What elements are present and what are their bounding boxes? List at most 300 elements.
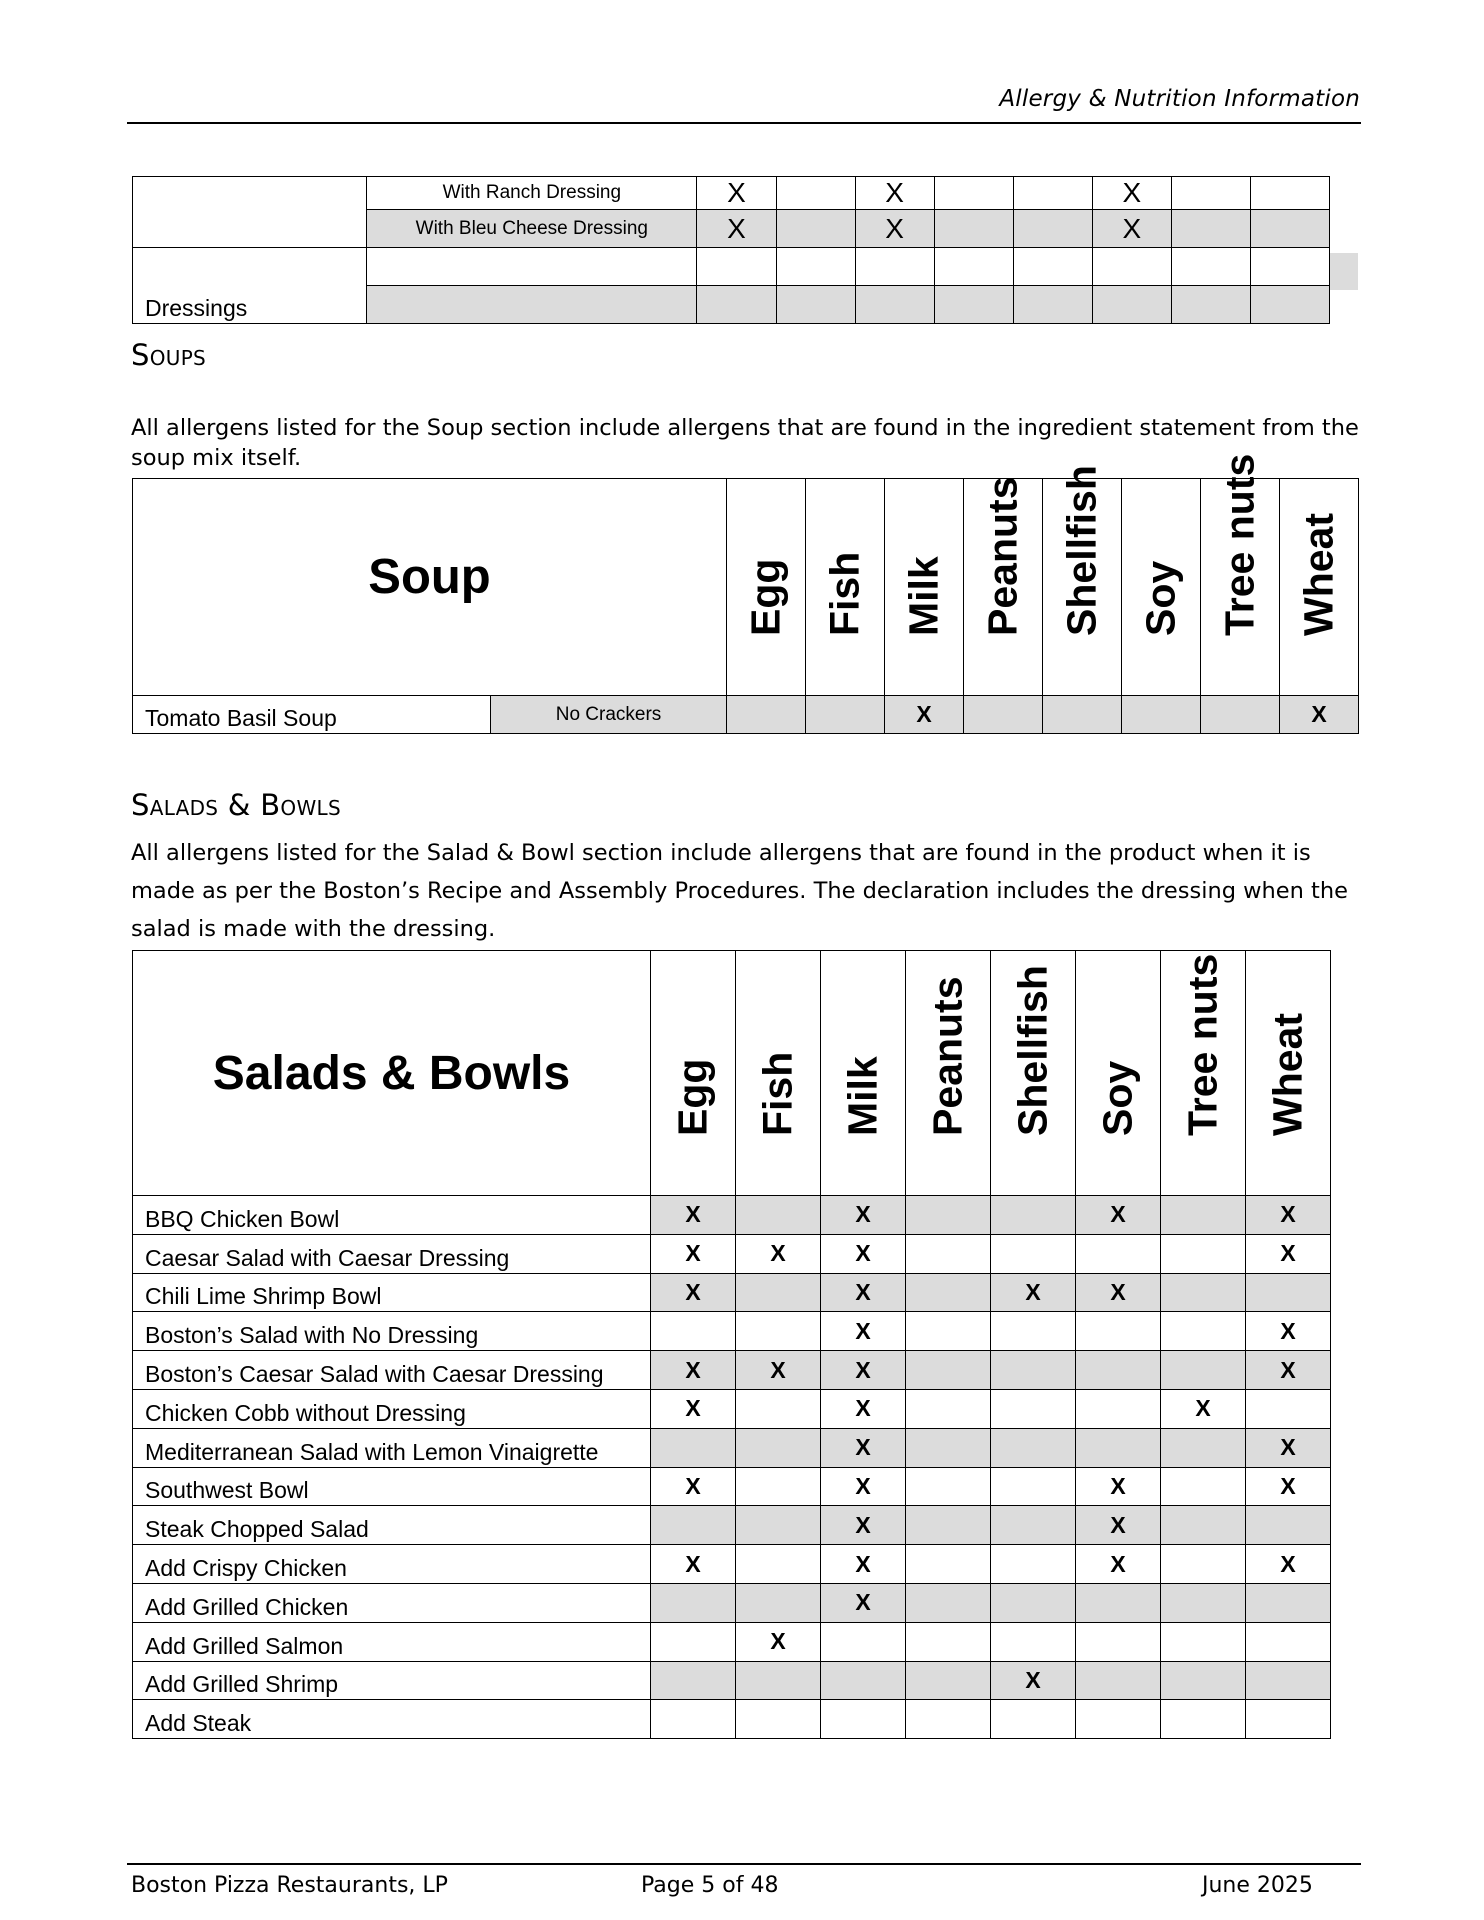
salad-row <box>133 1622 1331 1661</box>
allergen-mark-cell <box>934 248 1013 286</box>
allergen-mark-cell <box>821 1700 906 1739</box>
allergen-header-soy <box>1076 951 1161 1196</box>
allergen-mark-cell <box>934 177 1013 210</box>
allergen-mark-cell <box>1246 1506 1331 1545</box>
allergen-mark-cell <box>1076 1351 1161 1390</box>
allergen-mark-cell <box>821 1196 906 1235</box>
salad-name-cell <box>133 1506 651 1545</box>
allergen-mark-cell <box>1171 210 1250 248</box>
allergen-mark-cell <box>1043 696 1122 734</box>
allergen-mark-cell <box>697 177 776 210</box>
allergen-mark-cell <box>1246 1273 1331 1312</box>
allergen-mark-cell <box>1250 286 1329 324</box>
salad-name-cell <box>133 1583 651 1622</box>
salad-row <box>133 1351 1331 1390</box>
allergen-mark-cell <box>1161 1196 1246 1235</box>
salad-name-cell <box>133 1234 651 1273</box>
allergen-mark-cell <box>1201 696 1280 734</box>
soup-variant: No Crackers <box>555 703 662 725</box>
salad-row <box>133 1312 1331 1351</box>
allergen-mark-cell <box>991 1700 1076 1739</box>
allergen-mark-cell <box>906 1506 991 1545</box>
allergen-mark-cell <box>964 696 1043 734</box>
allergen-mark: X <box>685 1278 701 1305</box>
allergen-mark-cell <box>906 1583 991 1622</box>
allergen-mark-cell <box>1076 1196 1161 1235</box>
allergen-mark-cell <box>736 1700 821 1739</box>
allergen-mark-cell <box>906 1700 991 1739</box>
allergen-mark-cell <box>821 1467 906 1506</box>
allergen-mark: X <box>685 1240 701 1267</box>
allergen-mark-cell <box>651 1273 736 1312</box>
dressing-variant-cell <box>367 210 697 248</box>
allergen-mark-cell <box>1161 1234 1246 1273</box>
allergen-mark: X <box>855 1317 871 1344</box>
allergen-mark-cell <box>736 1622 821 1661</box>
allergen-mark-cell <box>651 1351 736 1390</box>
soup-table-title: Soup <box>133 479 727 696</box>
allergen-mark-cell <box>736 1506 821 1545</box>
allergen-header-label: Egg <box>742 558 789 636</box>
allergen-header-label: Tree nuts <box>1216 453 1263 636</box>
allergen-mark-cell <box>821 1389 906 1428</box>
allergen-mark-cell <box>1246 1196 1331 1235</box>
salad-name-cell <box>133 1273 651 1312</box>
soup-name: Tomato Basil Soup <box>145 705 337 731</box>
salad-row <box>133 1700 1331 1739</box>
allergen-mark: X <box>770 1356 786 1383</box>
allergen-mark-cell <box>885 696 964 734</box>
allergen-mark: X <box>855 1240 871 1267</box>
allergen-header-milk <box>885 479 964 696</box>
allergen-mark: X <box>1110 1472 1126 1499</box>
allergen-mark-cell <box>1246 1467 1331 1506</box>
allergen-mark: X <box>1280 1240 1296 1267</box>
allergen-mark-cell <box>821 1428 906 1467</box>
salad-name-cell <box>133 1622 651 1661</box>
allergen-mark-cell <box>855 210 934 248</box>
salad-name-cell <box>133 1467 651 1506</box>
salad-name: Chicken Cobb without Dressing <box>145 1399 466 1426</box>
allergen-mark-cell <box>991 1467 1076 1506</box>
allergen-mark-cell <box>1246 1351 1331 1390</box>
allergen-mark-cell <box>821 1545 906 1584</box>
allergen-mark: X <box>685 1201 701 1228</box>
allergen-header-label: Wheat <box>1264 1013 1311 1136</box>
allergen-mark: X <box>1280 1356 1296 1383</box>
allergen-mark-cell <box>1246 1312 1331 1351</box>
salad-row <box>133 1196 1331 1235</box>
allergen-header-label: Milk <box>839 1056 886 1136</box>
salad-name-cell <box>133 1351 651 1390</box>
allergen-mark: X <box>1122 177 1142 208</box>
allergen-mark-cell <box>727 696 806 734</box>
allergen-mark-cell <box>651 1196 736 1235</box>
dressing-category-cell-empty <box>133 177 367 248</box>
salad-name: Add Grilled Chicken <box>145 1593 349 1620</box>
salad-name-cell <box>133 1428 651 1467</box>
allergen-mark-cell <box>1161 1273 1246 1312</box>
allergen-mark-cell <box>1246 1428 1331 1467</box>
allergen-mark: X <box>1280 1317 1296 1344</box>
allergen-mark-cell <box>1246 1622 1331 1661</box>
allergen-mark-cell <box>1076 1700 1161 1739</box>
salad-name: Steak Chopped Salad <box>145 1516 369 1543</box>
dressing-variant-label: With Bleu Cheese Dressing <box>415 217 648 239</box>
allergen-mark-cell <box>1161 1545 1246 1584</box>
allergen-mark-cell <box>906 1428 991 1467</box>
allergen-mark-cell <box>1076 1622 1161 1661</box>
allergen-mark-cell <box>697 286 776 324</box>
salad-row <box>133 1467 1331 1506</box>
allergen-mark-cell <box>651 1234 736 1273</box>
allergen-mark-cell <box>991 1389 1076 1428</box>
allergen-mark-cell <box>736 1312 821 1351</box>
salad-row <box>133 1273 1331 1312</box>
allergen-mark-cell <box>991 1351 1076 1390</box>
allergen-mark-cell <box>1092 286 1171 324</box>
allergen-mark-cell <box>1246 1700 1331 1739</box>
allergen-mark: X <box>685 1472 701 1499</box>
footer-date: June 2025 <box>1202 1873 1313 1898</box>
allergen-mark-cell <box>1161 1583 1246 1622</box>
allergen-mark: X <box>1025 1278 1041 1305</box>
allergen-header-label: Wheat <box>1295 513 1342 636</box>
allergen-mark-cell <box>776 248 855 286</box>
allergen-mark-cell <box>991 1622 1076 1661</box>
salad-row <box>133 1545 1331 1584</box>
allergen-mark-cell <box>736 1196 821 1235</box>
allergen-mark-cell <box>906 1622 991 1661</box>
allergen-mark-cell <box>1161 1428 1246 1467</box>
allergen-mark: X <box>855 1278 871 1305</box>
salad-name: Add Steak <box>145 1710 252 1737</box>
salads-description: All allergens listed for the Salad & Bowl section include allergens that are found in the product when it is made as per the Boston’s Recipe and Assembly Procedures. The declaration includes the dressing when the salad is made with the dressing. <box>131 840 1348 942</box>
soup-table <box>132 453 1359 734</box>
allergen-mark: X <box>855 1356 871 1383</box>
allergen-mark-cell <box>1076 1312 1161 1351</box>
allergen-mark-cell <box>1076 1506 1161 1545</box>
salad-name: Boston’s Caesar Salad with Caesar Dressing <box>145 1360 604 1387</box>
allergen-mark-cell <box>1161 1700 1246 1739</box>
salad-name: Chili Lime Shrimp Bowl <box>145 1283 382 1310</box>
allergen-mark: X <box>1025 1666 1041 1693</box>
allergen-mark: X <box>1280 1201 1296 1228</box>
salad-name: Boston’s Salad with No Dressing <box>145 1322 479 1349</box>
allergen-mark-cell <box>736 1273 821 1312</box>
allergen-mark: X <box>1122 212 1142 244</box>
allergen-mark-cell <box>821 1506 906 1545</box>
allergen-mark-cell <box>651 1583 736 1622</box>
allergen-mark-cell <box>736 1661 821 1700</box>
allergen-mark: X <box>1280 1472 1296 1499</box>
allergen-mark-cell <box>906 1351 991 1390</box>
allergen-header-egg <box>651 951 736 1196</box>
allergen-mark-cell <box>1171 177 1250 210</box>
dressing-row <box>133 248 1330 286</box>
allergen-mark-cell <box>906 1234 991 1273</box>
allergen-mark: X <box>685 1356 701 1383</box>
allergen-mark-cell <box>991 1506 1076 1545</box>
allergen-mark-cell <box>934 286 1013 324</box>
allergen-mark: X <box>855 1550 871 1577</box>
allergen-mark-cell <box>906 1196 991 1235</box>
allergen-mark-cell <box>1161 1312 1246 1351</box>
salad-name: BBQ Chicken Bowl <box>145 1205 340 1232</box>
allergen-mark-cell <box>651 1700 736 1739</box>
allergen-mark-cell <box>651 1661 736 1700</box>
allergen-mark: X <box>855 1434 871 1461</box>
allergen-mark-cell <box>906 1389 991 1428</box>
allergen-mark: X <box>1195 1395 1211 1422</box>
allergen-mark-cell <box>651 1312 736 1351</box>
soups-heading: Soups <box>131 338 207 372</box>
allergen-mark-cell <box>1076 1273 1161 1312</box>
salad-name: Add Grilled Salmon <box>145 1632 344 1659</box>
allergen-mark-cell <box>1092 177 1171 210</box>
page-header-title: Allergy & Nutrition Information <box>999 86 1360 112</box>
soup-variant-cell <box>491 696 727 734</box>
allergen-mark: X <box>1110 1511 1126 1538</box>
salads-heading: Salads & Bowls <box>131 788 341 822</box>
allergen-mark-cell <box>736 1545 821 1584</box>
allergen-mark-cell <box>776 210 855 248</box>
allergen-mark-cell <box>736 1583 821 1622</box>
allergen-mark: X <box>1110 1201 1126 1228</box>
allergen-mark-cell <box>1122 696 1201 734</box>
allergen-header-label: Shellfish <box>1058 465 1105 636</box>
allergen-mark: X <box>685 1395 701 1422</box>
allergen-mark-cell <box>1280 696 1359 734</box>
allergen-mark-cell <box>821 1583 906 1622</box>
allergen-mark: X <box>885 212 904 244</box>
salad-name-cell <box>133 1545 651 1584</box>
allergen-mark-cell <box>736 1428 821 1467</box>
allergen-header-peanuts <box>964 476 1043 696</box>
salad-row <box>133 1389 1331 1428</box>
footer-rule <box>127 1863 1361 1865</box>
allergen-header-shellfish <box>1043 465 1122 696</box>
salad-row <box>133 1428 1331 1467</box>
allergen-mark-cell <box>1076 1428 1161 1467</box>
salads-table <box>132 950 1331 1739</box>
dressing-variant-cell <box>367 248 697 286</box>
allergen-header-wheat <box>1246 951 1331 1196</box>
salad-name-cell <box>133 1196 651 1235</box>
allergen-mark-cell <box>651 1545 736 1584</box>
allergen-mark-cell <box>1076 1583 1161 1622</box>
allergen-mark: X <box>685 1550 701 1577</box>
allergen-mark: X <box>885 177 904 208</box>
allergen-mark-cell <box>991 1234 1076 1273</box>
allergen-mark-cell <box>821 1273 906 1312</box>
allergen-mark-cell <box>1013 177 1092 210</box>
allergen-mark-cell <box>906 1545 991 1584</box>
allergen-mark-cell <box>1161 1622 1246 1661</box>
salads-table-title: Salads & Bowls <box>133 951 651 1196</box>
allergen-mark: X <box>727 177 746 208</box>
allergen-header-label: Fish <box>754 1051 801 1136</box>
allergen-mark-cell <box>736 1351 821 1390</box>
allergen-header-peanuts <box>906 951 991 1196</box>
allergen-mark-cell <box>821 1351 906 1390</box>
allergen-mark-cell <box>1076 1545 1161 1584</box>
allergen-mark-cell <box>1246 1583 1331 1622</box>
allergen-header-shellfish <box>991 951 1076 1196</box>
dressings-table <box>132 176 1330 324</box>
dressing-category-label: Dressings <box>145 295 248 321</box>
salad-name-cell <box>133 1661 651 1700</box>
allergen-mark-cell <box>651 1428 736 1467</box>
allergen-mark-cell <box>821 1661 906 1700</box>
allergen-header-label: Shellfish <box>1009 965 1056 1136</box>
allergen-mark-cell <box>1092 248 1171 286</box>
allergen-mark-cell <box>1161 1351 1246 1390</box>
allergen-mark-cell <box>806 696 885 734</box>
footer-page-number: Page 5 of 48 <box>641 1873 779 1898</box>
allergen-mark-cell <box>1246 1545 1331 1584</box>
salad-name: Mediterranean Salad with Lemon Vinaigrette <box>145 1438 599 1465</box>
allergen-mark-cell <box>1246 1234 1331 1273</box>
dressing-variant-cell <box>367 177 697 210</box>
allergen-mark-cell <box>991 1273 1076 1312</box>
allergen-mark-cell <box>991 1312 1076 1351</box>
allergen-mark-cell <box>855 248 934 286</box>
allergen-mark: X <box>1311 701 1327 727</box>
allergen-mark-cell <box>991 1196 1076 1235</box>
allergen-mark-cell <box>991 1583 1076 1622</box>
salad-row <box>133 1234 1331 1273</box>
allergen-mark-cell <box>906 1273 991 1312</box>
allergen-mark-cell <box>1246 1389 1331 1428</box>
salad-name: Southwest Bowl <box>145 1477 309 1504</box>
allergen-mark-cell <box>906 1312 991 1351</box>
allergen-mark-cell <box>1171 248 1250 286</box>
dressing-row <box>133 177 1330 210</box>
allergen-header-fish <box>736 951 821 1196</box>
allergen-mark-cell <box>1013 210 1092 248</box>
allergen-mark-cell <box>776 177 855 210</box>
allergen-mark-cell <box>651 1389 736 1428</box>
allergen-mark-cell <box>991 1661 1076 1700</box>
allergen-header-label: Soy <box>1137 560 1184 636</box>
salad-name: Add Grilled Shrimp <box>145 1671 339 1698</box>
allergen-header-label: Peanuts <box>924 976 971 1136</box>
allergen-mark-cell <box>991 1428 1076 1467</box>
allergen-header-label: Egg <box>669 1058 716 1136</box>
allergen-mark-cell <box>697 248 776 286</box>
footer-company: Boston Pizza Restaurants, LP <box>131 1873 448 1898</box>
salad-name-cell <box>133 1312 651 1351</box>
allergen-mark-cell <box>736 1234 821 1273</box>
dressing-variant-label: With Ranch Dressing <box>442 182 622 203</box>
shaded-margin-block <box>1330 253 1358 290</box>
allergen-mark-cell <box>1250 210 1329 248</box>
allergen-mark-cell <box>1161 1506 1246 1545</box>
soup-row <box>133 696 1359 734</box>
salad-row <box>133 1583 1331 1622</box>
allergen-mark-cell <box>1092 210 1171 248</box>
allergen-header-fish <box>806 479 885 696</box>
allergen-mark-cell <box>1076 1467 1161 1506</box>
allergen-mark-cell <box>821 1312 906 1351</box>
allergen-header-wheat <box>1280 479 1359 696</box>
allergen-mark: X <box>770 1628 786 1655</box>
salad-name: Caesar Salad with Caesar Dressing <box>145 1244 510 1271</box>
allergen-mark-cell <box>906 1661 991 1700</box>
salad-row <box>133 1661 1331 1700</box>
allergen-mark: X <box>1110 1278 1126 1305</box>
allergen-mark: X <box>855 1589 871 1616</box>
allergen-mark: X <box>727 212 746 244</box>
allergen-mark-cell <box>736 1467 821 1506</box>
allergen-mark-cell <box>1246 1661 1331 1700</box>
allergen-header-milk <box>821 951 906 1196</box>
allergen-header-label: Fish <box>821 551 868 636</box>
allergen-mark-cell <box>1161 1661 1246 1700</box>
allergen-header-label: Tree nuts <box>1179 953 1226 1136</box>
allergen-header-label: Peanuts <box>979 476 1026 636</box>
salad-name-cell <box>133 1389 651 1428</box>
allergen-mark-cell <box>1013 248 1092 286</box>
allergen-mark-cell <box>906 1467 991 1506</box>
allergen-mark: X <box>1280 1550 1296 1577</box>
allergen-mark: X <box>855 1511 871 1538</box>
allergen-mark-cell <box>651 1622 736 1661</box>
salad-name-cell <box>133 1700 651 1739</box>
salad-name: Add Crispy Chicken <box>145 1554 347 1581</box>
allergen-mark-cell <box>776 286 855 324</box>
allergen-mark-cell <box>1013 286 1092 324</box>
dressing-category-cell <box>133 248 367 324</box>
soups-description: All allergens listed for the Soup section include allergens that are found in the ingredient statement from the soup mix itself. <box>131 415 1359 471</box>
allergen-header-tree-nuts <box>1161 951 1246 1196</box>
allergen-mark-cell <box>855 286 934 324</box>
allergen-mark-cell <box>991 1545 1076 1584</box>
allergen-mark: X <box>916 701 932 727</box>
salad-row <box>133 1506 1331 1545</box>
allergen-mark-cell <box>651 1506 736 1545</box>
allergen-mark-cell <box>855 177 934 210</box>
allergen-header-tree-nuts <box>1201 453 1280 696</box>
allergen-mark-cell <box>697 210 776 248</box>
allergen-mark-cell <box>821 1622 906 1661</box>
soup-name-cell <box>133 696 491 734</box>
allergen-mark-cell <box>1076 1661 1161 1700</box>
allergen-mark-cell <box>1171 286 1250 324</box>
allergen-mark-cell <box>736 1389 821 1428</box>
allergen-mark: X <box>855 1395 871 1422</box>
allergen-mark-cell <box>1161 1389 1246 1428</box>
allergen-mark-cell <box>934 210 1013 248</box>
allergen-mark-cell <box>821 1234 906 1273</box>
allergen-mark: X <box>855 1201 871 1228</box>
allergen-mark-cell <box>1076 1389 1161 1428</box>
allergen-mark: X <box>770 1240 786 1267</box>
dressing-variant-cell <box>367 286 697 324</box>
allergen-header-soy <box>1122 479 1201 696</box>
allergen-mark-cell <box>1250 248 1329 286</box>
allergen-header-label: Soy <box>1094 1060 1141 1136</box>
allergen-mark-cell <box>651 1467 736 1506</box>
allergen-header-label: Milk <box>900 556 947 636</box>
allergen-mark: X <box>1110 1550 1126 1577</box>
allergen-mark-cell <box>1161 1467 1246 1506</box>
allergen-mark: X <box>1280 1434 1296 1461</box>
allergen-mark-cell <box>1250 177 1329 210</box>
allergen-mark-cell <box>1076 1234 1161 1273</box>
allergen-mark: X <box>855 1472 871 1499</box>
